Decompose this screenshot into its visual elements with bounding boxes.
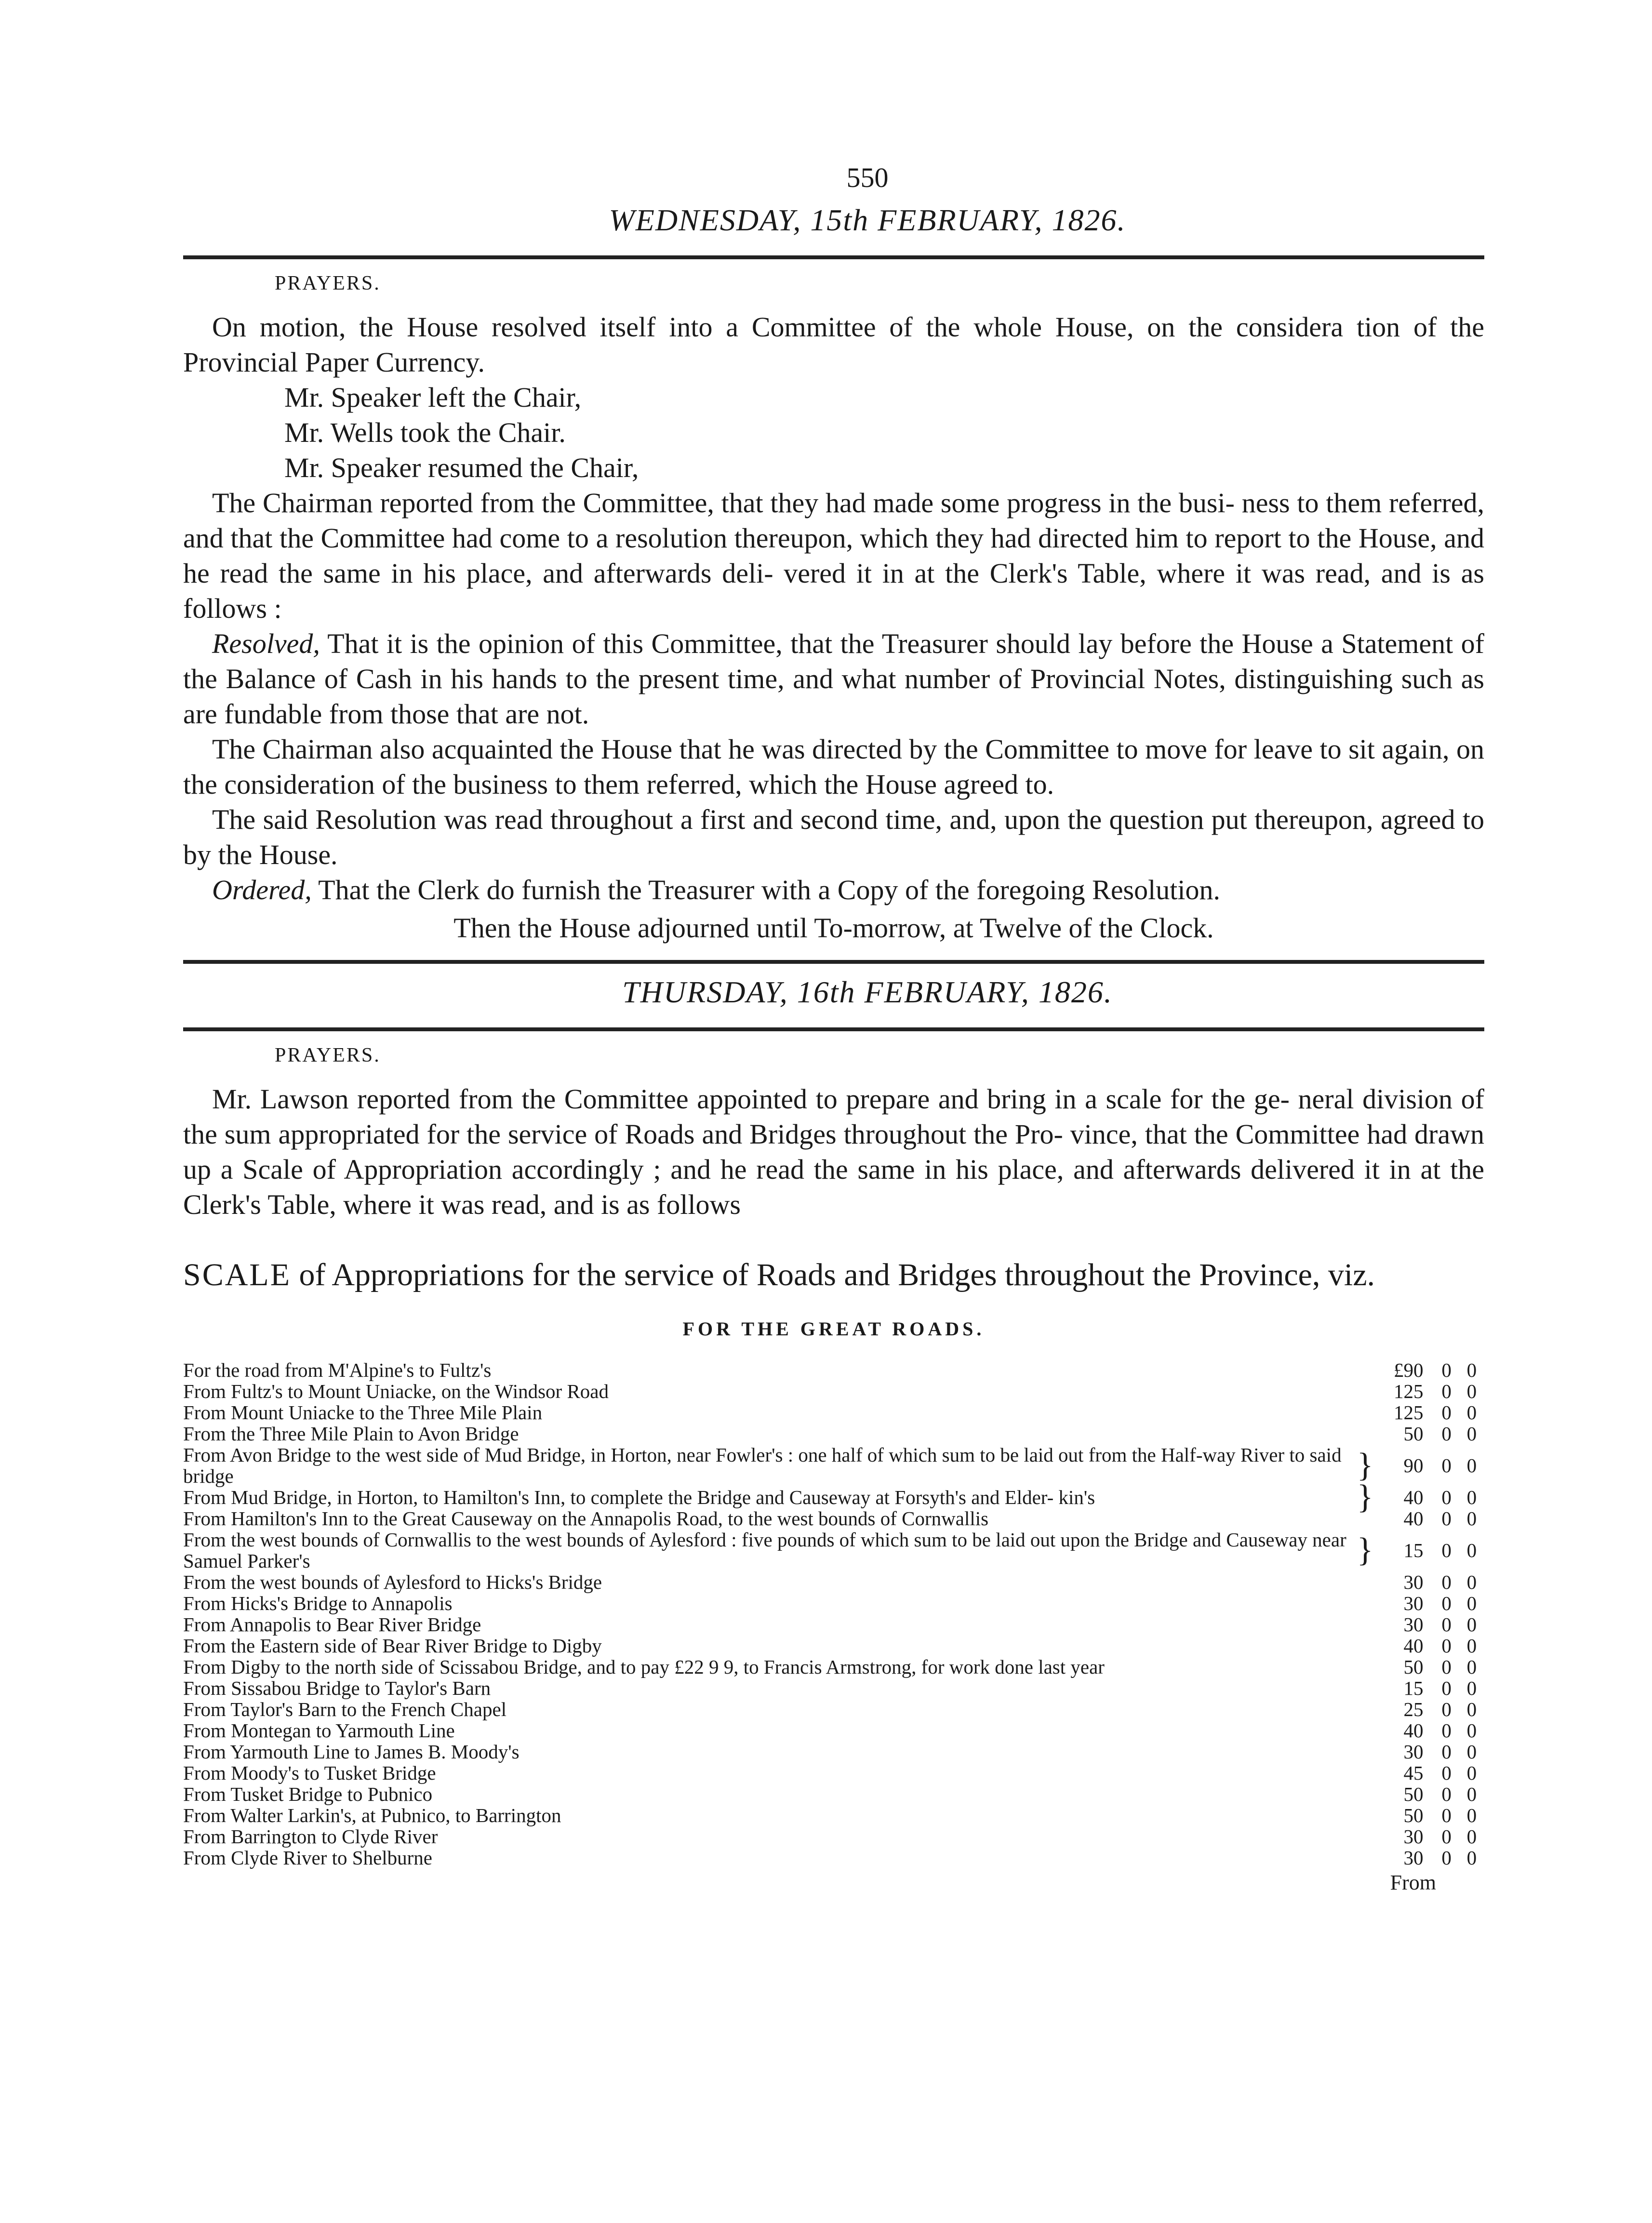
row-pounds: 125 [1393,1401,1424,1424]
row-brace [1356,1762,1375,1784]
page-number: 550 [846,162,889,193]
row-shillings: 0 [1441,1847,1452,1869]
row-description: From Fultz's to Mount Uniacke, on the Windsor Road [183,1380,609,1402]
heading-month: FEBRUARY, [864,975,1030,1009]
row-pounds: 90 [1403,1454,1424,1477]
row-shillings: 0 [1441,1454,1452,1477]
row-pence: 0 [1466,1380,1477,1402]
row-pence: 0 [1466,1539,1477,1561]
row-brace [1356,1571,1375,1593]
row-description: From Yarmouth Line to James B. Moody's [183,1741,520,1763]
row-brace [1356,1699,1375,1720]
heading-date: 16th [797,975,856,1009]
row-shillings: 0 [1441,1592,1452,1614]
table-row [183,1784,1484,1805]
table-row [183,1487,1484,1508]
table-row [183,1529,1484,1571]
table-row [183,1423,1484,1444]
row-pence: 0 [1466,1656,1477,1678]
table-row [183,1847,1484,1868]
table-row [183,1402,1484,1423]
table-row [183,1635,1484,1656]
row-description: From Hamilton's Inn to the Great Causeway on the Annapolis Road, to the west bounds of Cornwallis [183,1507,989,1530]
row-description: From Walter Larkin's, at Pubnico, to Barrington [183,1804,561,1826]
row-pounds: 15 [1403,1677,1424,1699]
heading-year: 1826. [1038,975,1113,1009]
row-pounds: 40 [1403,1719,1424,1742]
table-row [183,1741,1484,1762]
row-pounds: 25 [1403,1698,1424,1720]
row-brace [1356,1593,1375,1614]
row-shillings: 0 [1441,1741,1452,1763]
table-row [183,1593,1484,1614]
row-pence: 0 [1466,1847,1477,1869]
row-shillings: 0 [1441,1380,1452,1402]
row-pounds: 50 [1403,1656,1424,1678]
row-shillings: 0 [1441,1804,1452,1826]
row-description: From Sissabou Bridge to Taylor's Barn [183,1677,491,1699]
row-pence: 0 [1466,1719,1477,1742]
row-pence: 0 [1466,1698,1477,1720]
scale-title-rest: of Appropriations for the service of Roads and Bridges throughout the Province, viz. [299,1257,1375,1292]
adjournment-line: Then the House adjourned until To-morrow, at Twelve of the Clock. [453,912,1214,944]
heading-month: FEBRUARY, [878,203,1043,237]
row-description: From Clyde River to Shelburne [183,1847,433,1869]
table-row [183,1826,1484,1847]
paragraph-lawson-report: Mr. Lawson reported from the Committee appointed to prepare and bring in a scale for the ge- neral division of the sum appropriated for the service of Roads and Bridges throughout the Pro- vince, that the Committee had drawn up a Scale of Appropriation accordingly ; and he read the same in his place, and afterwards delivered it in at the Clerk's Table, where it was read, and is as follows [183,1083,1484,1220]
row-brace [1356,1677,1375,1699]
row-shillings: 0 [1441,1423,1452,1445]
row-brace [1356,1741,1375,1762]
row-shillings: 0 [1441,1486,1452,1508]
row-pounds: 125 [1393,1380,1424,1402]
row-shillings: 0 [1441,1677,1452,1699]
row-shillings: 0 [1441,1359,1452,1381]
appropriations-table [183,1359,1484,1868]
row-pounds: 40 [1403,1486,1424,1508]
paragraph-speaker-left: Mr. Speaker left the Chair, [284,382,582,413]
row-description: From Taylor's Barn to the French Chapel [183,1698,507,1720]
table-row [183,1762,1484,1784]
table-row [183,1720,1484,1741]
row-brace [1356,1614,1375,1635]
row-brace [1356,1805,1375,1826]
row-brace [1356,1381,1375,1402]
heading-date: 15th [810,203,869,237]
heading-rule [183,255,1484,259]
row-description: From Avon Bridge to the west side of Mud Bridge, in Horton, near Fowler's : one half of which sum to be laid out from the Half-way River to said bridge [183,1444,1342,1487]
row-brace [1356,1720,1375,1741]
row-shillings: 0 [1441,1825,1452,1848]
day-heading-thursday [251,974,1484,1010]
row-description: From Digby to the north side of Scissabou Bridge, and to pay £22 9 9, to Francis Armstrong, for work done last year [183,1656,1105,1678]
row-pounds: 50 [1403,1783,1424,1805]
prayers-label: PRAYERS. [275,1044,381,1066]
row-brace: } [1357,1478,1373,1516]
row-shillings: 0 [1441,1507,1452,1530]
row-pence: 0 [1466,1762,1477,1784]
table-row [183,1571,1484,1593]
row-pence: 0 [1466,1741,1477,1763]
section-rule [183,960,1484,964]
row-pence: 0 [1466,1401,1477,1424]
great-roads-heading: FOR THE GREAT ROADS. [682,1318,985,1340]
row-pence: 0 [1466,1359,1477,1381]
row-description: From Barrington to Clyde River [183,1825,438,1848]
row-pounds: £90 [1393,1359,1424,1381]
row-pence: 0 [1466,1592,1477,1614]
paragraph-wells-chair: Mr. Wells took the Chair. [284,417,566,448]
scale-title [183,1256,1484,1294]
row-pence: 0 [1466,1486,1477,1508]
heading-day: WEDNESDAY, [609,203,802,237]
ordered-text: That the Clerk do furnish the Treasurer with a Copy of the foregoing Resolution. [318,874,1220,905]
table-row [183,1677,1484,1699]
row-description: From Mount Uniacke to the Three Mile Plain [183,1401,543,1424]
row-pence: 0 [1466,1677,1477,1699]
row-brace [1356,1784,1375,1805]
row-brace: } [1357,1531,1373,1569]
row-description: From the west bounds of Cornwallis to the west bounds of Aylesford : five pounds of which sum to be laid out upon the Bridge and Causeway near Samuel Parker's [183,1529,1346,1572]
row-pence: 0 [1466,1825,1477,1848]
row-pounds: 30 [1403,1741,1424,1763]
table-row [183,1699,1484,1720]
row-description: From Moody's to Tusket Bridge [183,1762,436,1784]
row-description: From the west bounds of Aylesford to Hicks's Bridge [183,1571,602,1593]
row-pence: 0 [1466,1613,1477,1636]
row-brace [1356,1635,1375,1656]
catchword: From [1390,1871,1436,1894]
row-pence: 0 [1466,1783,1477,1805]
table-row [183,1508,1484,1529]
paragraph-ordered [183,872,1484,907]
row-brace [1356,1402,1375,1423]
row-shillings: 0 [1441,1635,1452,1657]
heading-year: 1826. [1052,203,1126,237]
paragraph-leave-to-sit: The Chairman also acquainted the House that he was directed by the Committee to move for leave to sit again, on the consideration of the business to them referred, which the House agreed to. [183,733,1484,800]
row-description: From Hicks's Bridge to Annapolis [183,1592,453,1614]
table-row [183,1444,1484,1487]
table-row [183,1805,1484,1826]
row-shillings: 0 [1441,1539,1452,1561]
row-pounds: 50 [1403,1804,1424,1826]
row-brace [1356,1656,1375,1677]
resolved-lead: Resolved, [212,628,320,659]
journal-page [183,0,1484,1895]
row-pence: 0 [1466,1507,1477,1530]
row-description: From the Three Mile Plain to Avon Bridge [183,1423,519,1445]
row-brace [1356,1847,1375,1868]
ordered-lead: Ordered, [212,874,312,905]
row-shillings: 0 [1441,1783,1452,1805]
row-pence: 0 [1466,1454,1477,1477]
row-pence: 0 [1466,1571,1477,1593]
row-description: From Annapolis to Bear River Bridge [183,1613,481,1636]
row-description: From Mud Bridge, in Horton, to Hamilton's Inn, to complete the Bridge and Causeway at Forsyth's and Elder- kin's [183,1486,1095,1508]
row-brace [1356,1826,1375,1847]
heading-rule [183,1027,1484,1031]
row-description: For the road from M'Alpine's to Fultz's [183,1359,492,1381]
row-pounds: 30 [1403,1847,1424,1869]
paragraph-resolved [183,626,1484,732]
row-shillings: 0 [1441,1698,1452,1720]
day-heading-wednesday [251,202,1484,238]
row-pounds: 40 [1403,1635,1424,1657]
row-description: From the Eastern side of Bear River Bridge to Digby [183,1635,602,1657]
row-description: From Montegan to Yarmouth Line [183,1719,455,1742]
row-pence: 0 [1466,1423,1477,1445]
table-row [183,1614,1484,1635]
row-brace [1356,1359,1375,1381]
row-description: From Tusket Bridge to Pubnico [183,1783,433,1805]
row-pounds: 15 [1403,1539,1424,1561]
paragraph-resolution-read: The said Resolution was read throughout a first and second time, and, upon the question put thereupon, agreed to by the House. [183,804,1484,870]
table-row [183,1381,1484,1402]
row-shillings: 0 [1441,1401,1452,1424]
paragraph-speaker-resumed: Mr. Speaker resumed the Chair, [284,452,639,483]
resolved-text: That it is the opinion of this Committee, that the Treasurer should lay before the House a Statement of the Balance of Cash in his hands to the present time, and what number of Provincial Notes, distinguishing such as are fundable from those that are not. [183,628,1484,730]
row-shillings: 0 [1441,1719,1452,1742]
row-brace [1356,1423,1375,1444]
row-shillings: 0 [1441,1762,1452,1784]
row-pounds: 30 [1403,1825,1424,1848]
paragraph-motion: On motion, the House resolved itself into a Committee of the whole House, on the considera tion of the Provincial Paper Currency. [183,311,1484,378]
row-shillings: 0 [1441,1613,1452,1636]
prayers-label: PRAYERS. [275,272,381,294]
row-shillings: 0 [1441,1571,1452,1593]
paragraph-chairman-report: The Chairman reported from the Committee, that they had made some progress in the busi- ness to them referred, and that the Committee had come to a resolution thereupon, which they had directed him to report to the House, and he read the same in his place, and afterwards deli- vered it in at the Clerk's Table, where it was read, and is as follows : [183,487,1484,624]
row-pounds: 30 [1403,1613,1424,1636]
table-row [183,1656,1484,1677]
row-pounds: 30 [1403,1592,1424,1614]
scale-title-caps: SCALE [183,1257,292,1292]
row-pence: 0 [1466,1804,1477,1826]
row-brace: } [1357,1447,1373,1484]
row-pounds: 45 [1403,1762,1424,1784]
row-pounds: 30 [1403,1571,1424,1593]
heading-day: THURSDAY, [622,975,788,1009]
row-pounds: 40 [1403,1507,1424,1530]
table-row [183,1359,1484,1381]
row-shillings: 0 [1441,1656,1452,1678]
row-pence: 0 [1466,1635,1477,1657]
row-pounds: 50 [1403,1423,1424,1445]
